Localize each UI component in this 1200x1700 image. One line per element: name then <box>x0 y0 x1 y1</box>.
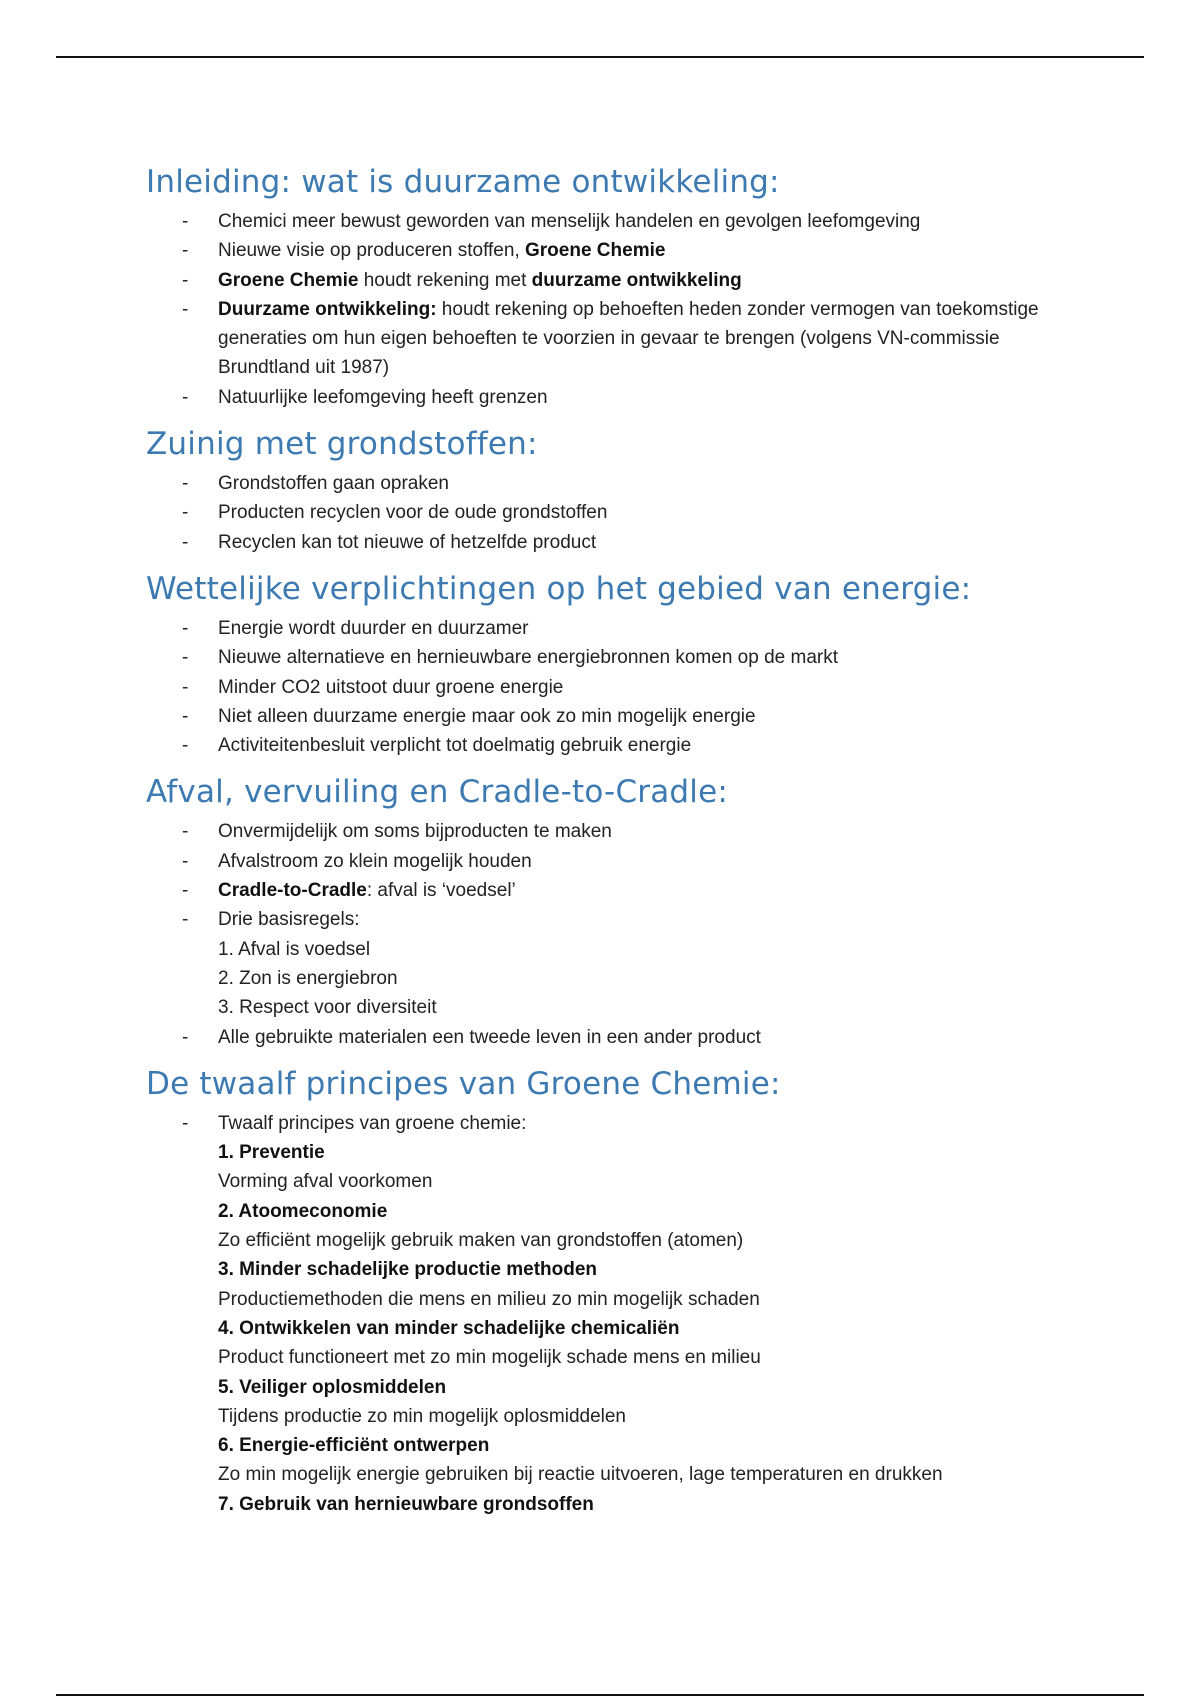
bullet-dash: - <box>182 1026 189 1048</box>
bullet-dash: - <box>182 386 189 408</box>
rule-item: 1. Afval is voedsel <box>218 938 371 960</box>
bullet-dash: - <box>182 531 189 553</box>
bullet-dash: - <box>182 1112 189 1134</box>
section-twaalf-principes <box>146 1062 1046 1519</box>
principle-desc: Product functioneert met zo min mogelijk schade mens en milieu <box>218 1347 761 1369</box>
list-item <box>146 905 1046 1022</box>
list-item-text: Chemici meer bewust geworden van menselijk handelen en gevolgen leefomgeving <box>218 211 921 232</box>
list-item-text: Twaalf principes van groene chemie: <box>218 1112 527 1134</box>
bullet-list <box>146 469 1046 557</box>
list-item-bold: Groene Chemie <box>525 240 666 262</box>
rule-item: 3. Respect voor diversiteit <box>218 997 437 1019</box>
list-item-text: Drie basisregels: <box>218 909 360 931</box>
list-item-bold: Duurzame ontwikkeling: <box>218 298 437 320</box>
principle-title: 6. Energie-efficiënt ontwerpen <box>218 1435 490 1457</box>
list-item-text: Onvermijdelijk om soms bijproducten te maken <box>218 821 612 843</box>
bullet-dash: - <box>182 502 189 524</box>
header-rule <box>56 56 1144 58</box>
bullet-list <box>146 1109 1046 1519</box>
list-item <box>146 236 1046 265</box>
list-item-text: Grondstoffen gaan opraken <box>218 473 449 495</box>
section-heading: Afval, vervuiling en Cradle-to-Cradle: <box>146 774 729 811</box>
bullet-dash: - <box>182 880 189 902</box>
list-item <box>146 673 1046 702</box>
bullet-dash: - <box>182 473 189 495</box>
section-energie <box>146 567 1046 760</box>
list-item <box>146 498 1046 527</box>
list-item-text: Recyclen kan tot nieuwe of hetzelfde product <box>218 531 597 553</box>
bullet-dash: - <box>182 298 189 320</box>
list-item-text: Nieuwe alternatieve en hernieuwbare energiebronnen komen op de markt <box>218 647 838 669</box>
principle-desc: Productiemethoden die mens en milieu zo min mogelijk schaden <box>218 1288 760 1310</box>
list-item-text: Natuurlijke leefomgeving heeft grenzen <box>218 386 548 408</box>
section-heading: Zuinig met grondstoffen: <box>146 426 538 463</box>
bullet-dash: - <box>182 909 189 931</box>
list-item <box>146 266 1046 295</box>
list-item-text: Niet alleen duurzame energie maar ook zo min mogelijk energie <box>218 705 756 727</box>
principle-title: 1. Preventie <box>218 1142 325 1164</box>
principle-desc: Zo min mogelijk energie gebruiken bij reactie uitvoeren, lage temperaturen en drukken <box>218 1464 943 1486</box>
list-item <box>146 817 1046 846</box>
section-heading: Inleiding: wat is duurzame ontwikkeling: <box>146 164 780 200</box>
principle-title: 4. Ontwikkelen van minder schadelijke chemicaliën <box>218 1317 680 1339</box>
bullet-list <box>146 614 1046 760</box>
list-item <box>146 295 1046 383</box>
list-item-text: : afval is ‘voedsel’ <box>366 880 516 902</box>
list-item <box>146 1023 1046 1052</box>
list-item <box>146 1109 1046 1519</box>
bullet-dash: - <box>182 821 189 843</box>
bullet-dash: - <box>182 211 189 232</box>
section-heading: Wettelijke verplichtingen op het gebied van energie: <box>146 570 972 607</box>
list-item-bold: duurzame ontwikkeling <box>531 269 742 291</box>
bullet-list <box>146 817 1046 1051</box>
list-item-bold: Groene Chemie <box>218 269 359 291</box>
principle-title: 2. Atoomeconomie <box>218 1200 388 1222</box>
document-body <box>146 160 1046 1519</box>
list-item-text: Energie wordt duurder en duurzamer <box>218 617 529 639</box>
list-item-text: Alle gebruikte materialen een tweede leven in een ander product <box>218 1026 761 1048</box>
list-item <box>146 731 1046 760</box>
list-item-text: Nieuwe visie op produceren stoffen, <box>218 240 525 262</box>
list-item <box>146 614 1046 643</box>
bullet-dash: - <box>182 735 189 757</box>
section-inleiding <box>146 160 1046 412</box>
principle-title: 7. Gebruik van hernieuwbare grondsoffen <box>218 1493 594 1515</box>
bullet-dash: - <box>182 269 189 291</box>
list-item <box>146 528 1046 557</box>
list-item-text: Activiteitenbesluit verplicht tot doelmatig gebruik energie <box>218 735 692 757</box>
section-heading: De twaalf principes van Groene Chemie: <box>146 1065 781 1102</box>
bullet-dash: - <box>182 850 189 872</box>
list-item-text: houdt rekening op behoeften heden zonder vermogen van toekomstige generaties om hun eigen behoeften te voorzien in gevaar te brengen (volgens VN-commissie Brundtland uit 1987) <box>218 298 1039 379</box>
bullet-list <box>146 207 1046 412</box>
principle-desc: Tijdens productie zo min mogelijk oplosmiddelen <box>218 1405 626 1427</box>
list-item-bold: Cradle-to-Cradle <box>218 880 367 902</box>
rule-item: 2. Zon is energiebron <box>218 967 398 989</box>
bullet-dash: - <box>182 705 189 727</box>
bullet-dash: - <box>182 647 189 669</box>
list-item <box>146 702 1046 731</box>
list-item-text: Afvalstroom zo klein mogelijk houden <box>218 850 532 872</box>
bullet-dash: - <box>182 676 189 698</box>
bullet-dash: - <box>182 617 189 639</box>
footer-rule <box>56 1694 1144 1696</box>
principle-title: 5. Veiliger oplosmiddelen <box>218 1376 447 1398</box>
bullet-dash: - <box>182 240 189 262</box>
list-item-text: Producten recyclen voor de oude grondstoffen <box>218 502 608 524</box>
list-item-text: Minder CO2 uitstoot duur groene energie <box>218 676 564 698</box>
list-item <box>146 469 1046 498</box>
list-item <box>146 876 1046 905</box>
principle-desc: Zo efficiënt mogelijk gebruik maken van grondstoffen (atomen) <box>218 1230 744 1252</box>
section-grondstoffen <box>146 422 1046 557</box>
section-cradle-to-cradle <box>146 770 1046 1051</box>
list-item-text: houdt rekening met <box>358 269 532 291</box>
list-item <box>146 847 1046 876</box>
list-item <box>146 383 1046 412</box>
list-item <box>146 643 1046 672</box>
list-item <box>146 207 1046 236</box>
principle-title: 3. Minder schadelijke productie methoden <box>218 1259 598 1281</box>
principle-desc: Vorming afval voorkomen <box>218 1171 433 1193</box>
